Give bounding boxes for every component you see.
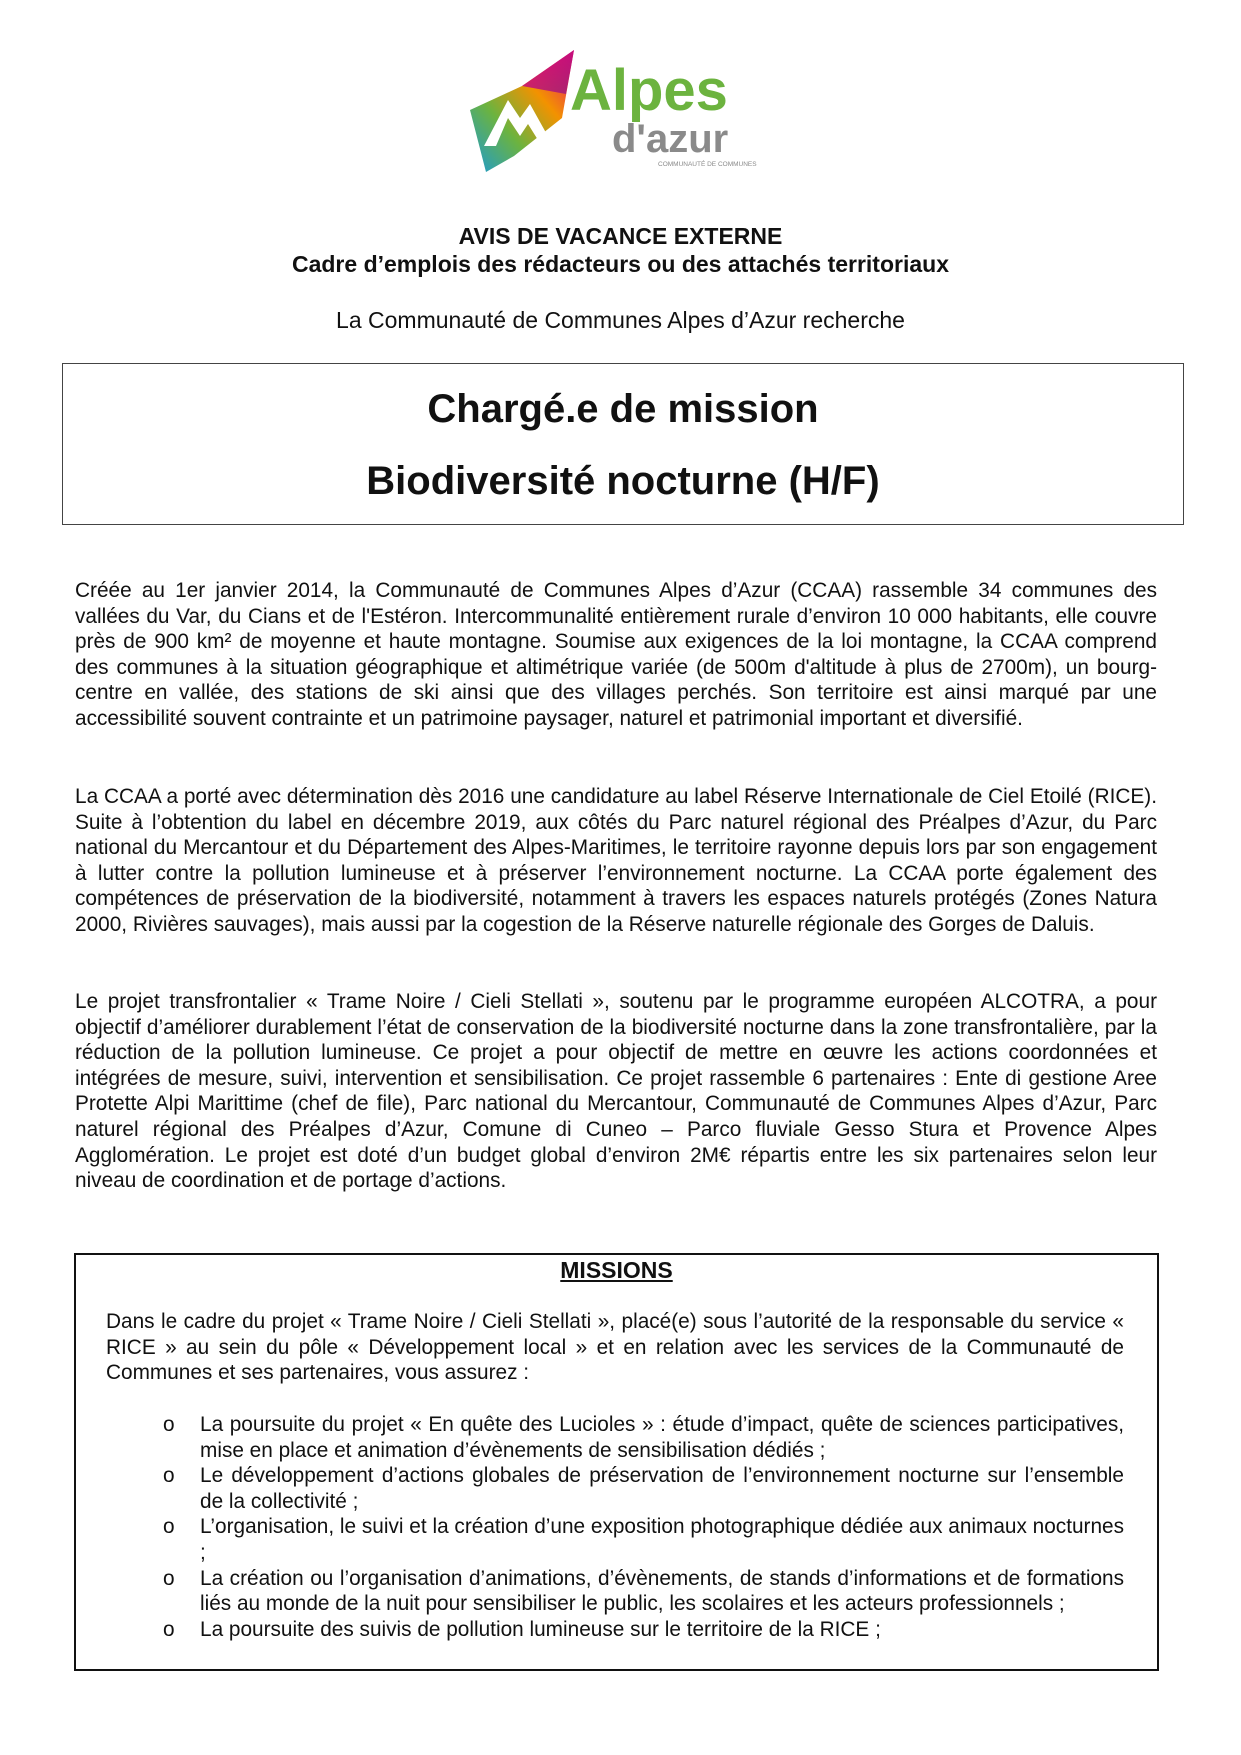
bullet-icon: o: [163, 1617, 175, 1641]
bullet-icon: o: [163, 1413, 175, 1436]
logo-leaf-top: [522, 50, 574, 94]
list-item-text: La poursuite des suivis de pollution lumineuse sur le territoire de la RICE ;: [200, 1617, 881, 1641]
intro-line: La Communauté de Communes Alpes d’Azur recherche: [336, 307, 905, 333]
list-item: [106, 1617, 1124, 1643]
list-item: [106, 1412, 1124, 1463]
missions-intro: Dans le cadre du projet « Trame Noire / Cieli Stellati », placé(e) sous l’autorité de la responsable du service « RICE » au sein du pôle « Développement local » et en relation avec les services de la Communauté de Communes et ses partenaires, vous assurez :: [106, 1310, 1124, 1385]
job-title-line2: Biodiversité nocturne (H/F): [366, 459, 880, 503]
missions-title: MISSIONS: [560, 1257, 673, 1283]
job-title-box: [62, 363, 1184, 525]
logo-line1: Alpes: [570, 58, 728, 123]
missions-list: [106, 1412, 1124, 1642]
bullet-icon: o: [163, 1515, 175, 1539]
missions-box: [74, 1253, 1159, 1671]
list-item: [106, 1463, 1124, 1514]
logo-graphic: [462, 48, 792, 188]
paragraph-2: La CCAA a porté avec détermination dès 2016 une candidature au label Réserve Internationale de Ciel Etoilé (RICE). Suite à l’obtention du label en décembre 2019, aux côtés du Parc naturel régional des Préalpes d’Azur, du Parc national du Mercantour et du Département des Alpes-Maritimes, le territoire rayonne depuis lors par son engagement à lutter contre la pollution lumineuse et à préserver l’environnement nocturne. La CCAA porte également des compétences de préservation de la biodiversité, notamment à travers les espaces naturels protégés (Zones Natura 2000, Rivières sauvages), mais aussi par la cogestion de la Réserve naturelle régionale des Gorges de Daluis.: [75, 785, 1157, 936]
job-title-line1: Chargé.e de mission: [427, 387, 819, 431]
paragraph-1: Créée au 1er janvier 2014, la Communauté de Communes Alpes d’Azur (CCAA) rassemble 34 communes des vallées du Var, du Cians et de l'Estéron. Intercommunalité entièrement rurale d’environ 10 000 habitants, elle couvre près de 900 km² de moyenne et haute montagne. Soumise aux exigences de la loi montagne, la CCAA comprend des communes à la situation géographique et altimétrique variée (de 500m d'altitude à plus de 2700m), un bourg-centre en vallée, des stations de ski ainsi que des villages perchés. Son territoire est ainsi marqué par une accessibilité souvent contrainte et un patrimoine paysager, naturel et patrimonial important et diversifié.: [75, 579, 1157, 730]
paragraph-3: Le projet transfrontalier « Trame Noire / Cieli Stellati », soutenu par le programme européen ALCOTRA, a pour objectif d’améliorer durablement l’état de conservation de la biodiversité nocturne dans la zone transfrontalière, par la réduction de la pollution lumineuse. Ce projet a pour objectif de mettre en œuvre les actions coordonnées et intégrées de mesure, suivi, intervention et sensibilisation. Ce projet rassemble 6 partenaires : Ente di gestione Aree Protette Alpi Marittime (chef de file), Parc national du Mercantour, Communauté de Communes Alpes d’Azur, Parc naturel régional des Préalpes d’Azur, Comune di Cuneo – Parco fluviale Gesso Stura et Provence Alpes Agglomération. Le projet est doté d’un budget global d’environ 2M€ répartis entre les six partenaires selon leur niveau de coordination et de portage d’actions.: [75, 990, 1157, 1193]
list-item-text: L’organisation, le suivi et la création d’une exposition photographique dédiée aux animaux nocturnes ;: [200, 1515, 1124, 1564]
list-item-text: Le développement d’actions globales de préservation de l’environnement nocturne sur l’ensemble de la collectivité ;: [200, 1464, 1124, 1513]
list-item-text: La poursuite du projet « En quête des Lucioles » : étude d’impact, quête de sciences participatives, mise en place et animation d’évènements de sensibilisation dédiés ;: [200, 1413, 1124, 1462]
bullet-icon: o: [163, 1566, 175, 1590]
header-line2: Cadre d’emplois des rédacteurs ou des attachés territoriaux: [291, 251, 949, 277]
list-item-text: La création ou l’organisation d’animations, d’évènements, de stands d’informations et de formations liés au monde de la nuit pour sensibiliser le public, les scolaires et les acteurs professionnels ;: [200, 1566, 1124, 1616]
header-line1: AVIS DE VACANCE EXTERNE: [458, 223, 783, 249]
logo-tagline: COMMUNAUTÉ DE COMMUNES: [658, 161, 757, 168]
logo-line2: d'azur: [612, 117, 729, 161]
list-item: [106, 1514, 1124, 1565]
list-item: [106, 1566, 1124, 1617]
alpes-azur-logo: [462, 48, 792, 188]
bullet-icon: o: [163, 1464, 175, 1488]
